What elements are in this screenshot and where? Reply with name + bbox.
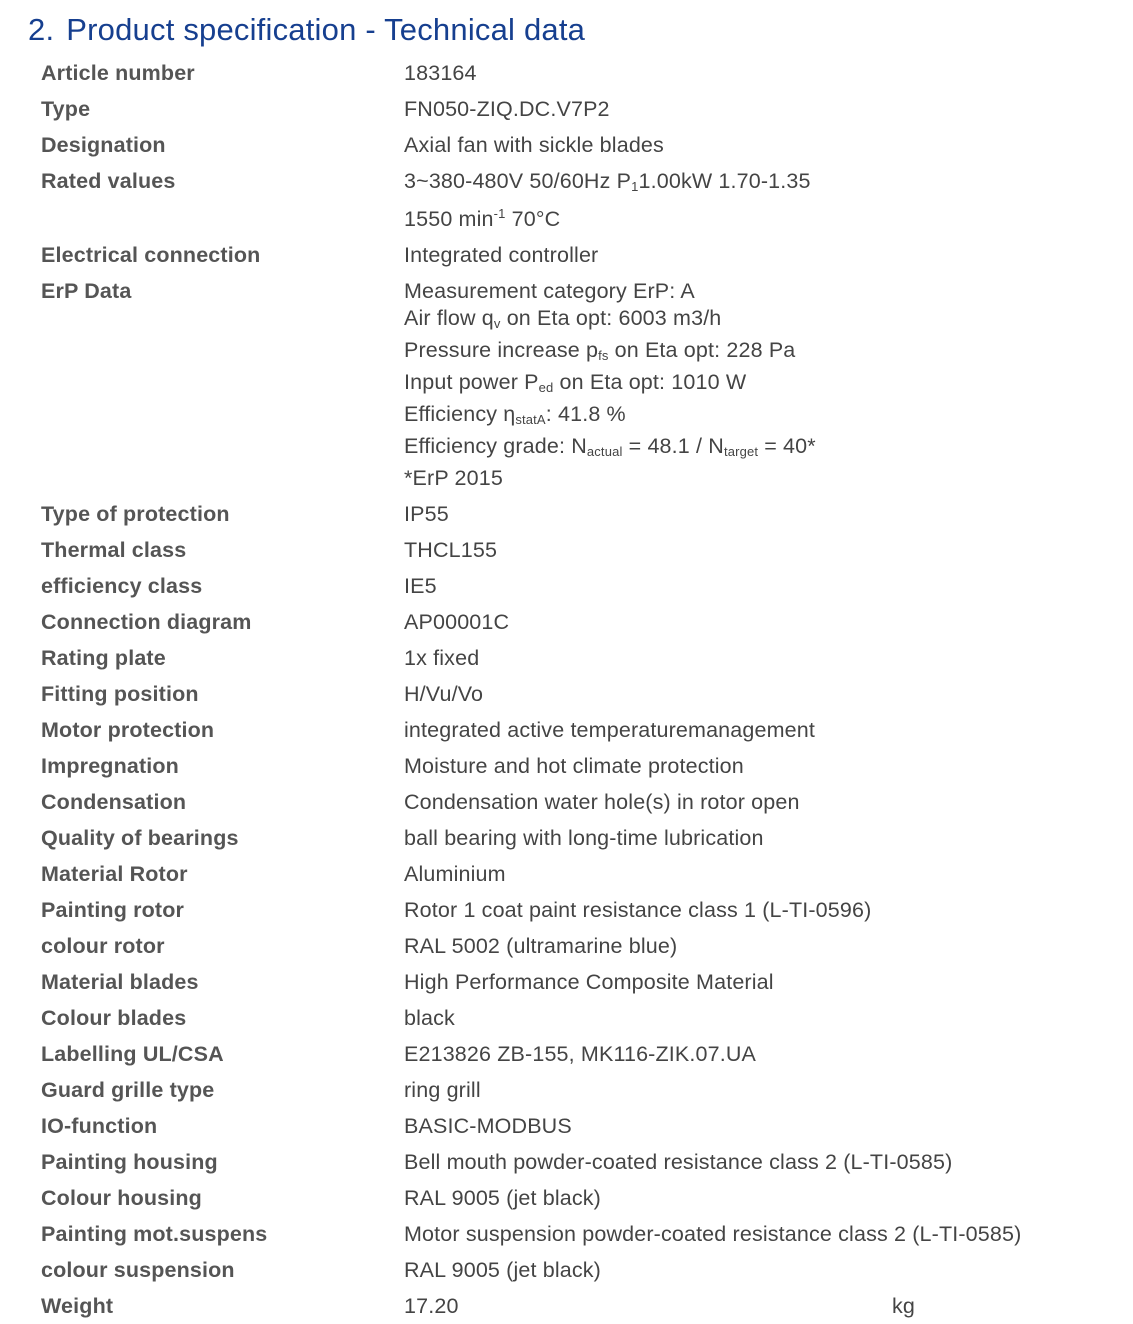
erp-line-efficiency-grade xyxy=(404,433,1121,465)
spec-row-colour-housing xyxy=(41,1180,1121,1216)
spec-row-colour-blades xyxy=(41,1000,1121,1036)
spec-row-article-number xyxy=(41,55,1121,91)
spec-label: Colour housing xyxy=(41,1185,202,1210)
text-segment: Pressure increase p xyxy=(404,337,599,362)
superscript: -1 xyxy=(493,205,506,221)
spec-row-electrical-connection xyxy=(41,237,1121,273)
spec-row-weight xyxy=(41,1288,1121,1324)
text-segment: = 48.1 / N xyxy=(622,433,724,458)
spec-row-rated-values xyxy=(41,163,1121,237)
spec-row-connection-diagram xyxy=(41,604,1121,640)
spec-label: Condensation xyxy=(41,789,187,814)
spec-value-rated-values xyxy=(404,168,1121,233)
erp-line-efficiency xyxy=(404,401,1121,433)
text-segment: on Eta opt: 6003 m3/h xyxy=(500,305,722,330)
spec-value: Rotor 1 coat paint resistance class 1 (L-TI-0596) xyxy=(404,897,872,922)
spec-row-colour-suspension xyxy=(41,1252,1121,1288)
spec-label: Type xyxy=(41,96,91,121)
spec-row-labelling-ul-csa xyxy=(41,1036,1121,1072)
spec-value: RAL 5002 (ultramarine blue) xyxy=(404,933,678,958)
text-segment: 1550 min xyxy=(404,206,494,231)
spec-label: ErP Data xyxy=(41,278,132,303)
spec-value: THCL155 xyxy=(404,537,498,562)
spec-label: Colour blades xyxy=(41,1005,187,1030)
spec-label: Impregnation xyxy=(41,753,179,778)
spec-row-rating-plate xyxy=(41,640,1121,676)
spec-value: black xyxy=(404,1005,455,1030)
spec-value: Moisture and hot climate protection xyxy=(404,753,744,778)
spec-row-painting-mot-suspens xyxy=(41,1216,1121,1252)
text-segment: on Eta opt: 1010 W xyxy=(553,369,747,394)
spec-label: colour rotor xyxy=(41,933,165,958)
subscript: statA xyxy=(515,411,546,427)
section-number: 2. xyxy=(28,12,55,47)
spec-table xyxy=(41,55,1121,1324)
spec-row-colour-rotor xyxy=(41,928,1121,964)
spec-label: Electrical connection xyxy=(41,242,261,267)
spec-label: Fitting position xyxy=(41,681,199,706)
spec-label: Motor protection xyxy=(41,717,215,742)
spec-value: Aluminium xyxy=(404,861,506,886)
spec-row-motor-protection xyxy=(41,712,1121,748)
section-title xyxy=(28,12,585,48)
spec-label: Weight xyxy=(41,1293,114,1318)
spec-row-designation xyxy=(41,127,1121,163)
spec-label: Painting rotor xyxy=(41,897,185,922)
section-title-text: Product specification - Technical data xyxy=(66,12,586,47)
spec-row-erp-data xyxy=(41,273,1121,496)
spec-row-material-blades xyxy=(41,964,1121,1000)
weight-value: 17.20 xyxy=(404,1293,459,1318)
spec-label: Guard grille type xyxy=(41,1077,215,1102)
spec-value: Condensation water hole(s) in rotor open xyxy=(404,789,800,814)
text-segment: Efficiency η xyxy=(404,401,516,426)
spec-label: Labelling UL/CSA xyxy=(41,1041,224,1066)
rated-values-line-2 xyxy=(404,200,1121,233)
spec-row-painting-housing xyxy=(41,1144,1121,1180)
subscript: target xyxy=(723,443,759,459)
spec-label: Quality of bearings xyxy=(41,825,239,850)
spec-value: ring grill xyxy=(404,1077,481,1102)
spec-row-efficiency-class xyxy=(41,568,1121,604)
spec-row-type-of-protection xyxy=(41,496,1121,532)
spec-label: Painting housing xyxy=(41,1149,218,1174)
spec-row-type xyxy=(41,91,1121,127)
spec-label: IO-function xyxy=(41,1113,158,1138)
text-segment: Input power P xyxy=(404,369,539,394)
erp-line-pressure-increase xyxy=(404,337,1121,369)
spec-label: Material Rotor xyxy=(41,861,188,886)
spec-row-quality-of-bearings xyxy=(41,820,1121,856)
subscript: fs xyxy=(598,347,609,363)
spec-row-fitting-position xyxy=(41,676,1121,712)
subscript: ed xyxy=(538,379,554,395)
text-segment: on Eta opt: 228 Pa xyxy=(608,337,796,362)
spec-value: Bell mouth powder-coated resistance class 2 (L-TI-0585) xyxy=(404,1149,953,1174)
spec-value: Integrated controller xyxy=(404,242,599,267)
spec-row-impregnation xyxy=(41,748,1121,784)
spec-value: H/Vu/Vo xyxy=(404,681,484,706)
text-segment: = 40* xyxy=(758,433,816,458)
spec-row-condensation xyxy=(41,784,1121,820)
spec-value: IE5 xyxy=(404,573,437,598)
spec-row-thermal-class xyxy=(41,532,1121,568)
spec-label: efficiency class xyxy=(41,573,203,598)
erp-line-air-flow xyxy=(404,305,1121,337)
spec-value: AP00001C xyxy=(404,609,510,634)
text-segment: 1.00kW 1.70-1.35 xyxy=(638,168,811,193)
text-segment: Efficiency grade: N xyxy=(404,433,587,458)
text-segment: : 41.8 % xyxy=(545,401,626,426)
spec-row-painting-rotor xyxy=(41,892,1121,928)
erp-line-measurement-category: Measurement category ErP: A xyxy=(404,278,695,303)
spec-label: Rating plate xyxy=(41,645,166,670)
spec-value: ball bearing with long-time lubrication xyxy=(404,825,764,850)
spec-row-io-function xyxy=(41,1108,1121,1144)
spec-value: E213826 ZB-155, MK116-ZIK.07.UA xyxy=(404,1041,757,1066)
spec-value: BASIC-MODBUS xyxy=(404,1113,572,1138)
spec-value: 183164 xyxy=(404,60,477,85)
spec-value: Axial fan with sickle blades xyxy=(404,132,664,157)
spec-label: Rated values xyxy=(41,168,176,193)
spec-label: Thermal class xyxy=(41,537,187,562)
spec-value: High Performance Composite Material xyxy=(404,969,774,994)
erp-line-input-power xyxy=(404,369,1121,401)
spec-value-erp-data xyxy=(404,278,1121,492)
text-segment: Air flow q xyxy=(404,305,494,330)
rated-values-line-1 xyxy=(404,168,1121,200)
spec-value: Motor suspension powder-coated resistance class 2 (L-TI-0585) xyxy=(404,1221,1022,1246)
spec-label: Painting mot.suspens xyxy=(41,1221,268,1246)
spec-value: 1x fixed xyxy=(404,645,480,670)
text-segment: 70°C xyxy=(505,206,561,231)
erp-line-footnote: *ErP 2015 xyxy=(404,465,503,490)
spec-row-material-rotor xyxy=(41,856,1121,892)
spec-value: RAL 9005 (jet black) xyxy=(404,1185,601,1210)
spec-label: Article number xyxy=(41,60,195,85)
spec-label: Type of protection xyxy=(41,501,230,526)
subscript: v xyxy=(493,315,501,331)
spec-value-weight xyxy=(404,1293,1121,1320)
spec-value: RAL 9005 (jet black) xyxy=(404,1257,601,1282)
spec-value: IP55 xyxy=(404,501,449,526)
subscript: actual xyxy=(586,443,623,459)
spec-value: FN050-ZIQ.DC.V7P2 xyxy=(404,96,610,121)
spec-value: integrated active temperaturemanagement xyxy=(404,717,816,742)
subscript: 1 xyxy=(631,178,639,194)
spec-label: Connection diagram xyxy=(41,609,252,634)
spec-row-guard-grille-type xyxy=(41,1072,1121,1108)
weight-unit: kg xyxy=(892,1293,916,1318)
spec-label: colour suspension xyxy=(41,1257,235,1282)
text-segment: 3~380-480V 50/60Hz P xyxy=(404,168,632,193)
spec-label: Material blades xyxy=(41,969,199,994)
spec-label: Designation xyxy=(41,132,166,157)
